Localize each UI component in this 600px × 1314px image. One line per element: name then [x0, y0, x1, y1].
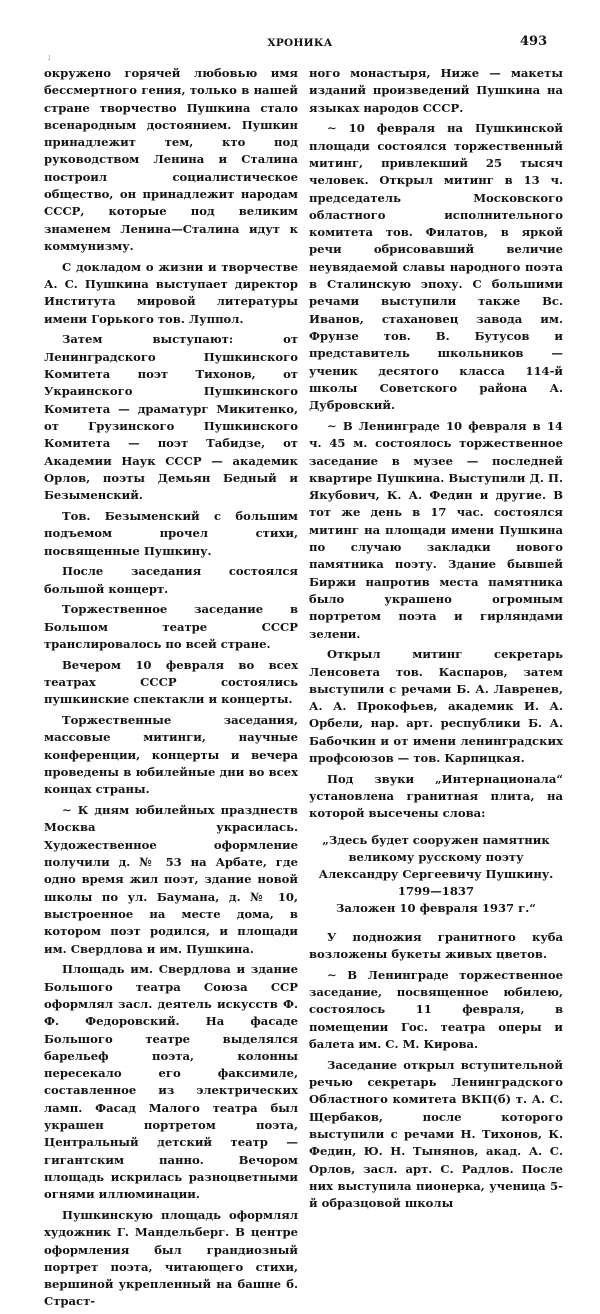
left-column — [44, 65, 298, 1314]
inscription-line: 1799—1837 — [397, 883, 475, 898]
paragraph: Торжественное заседание в Большом театре СССР транслировалось по всей стране. — [44, 602, 298, 651]
inscription-line: Александру Сергеевичу Пушкину. — [318, 866, 554, 881]
page-number: 493 — [520, 34, 548, 49]
paragraph: Вечером 10 февраля во всех театрах СССР состоялись пушкинские спектакли и концерты. — [44, 657, 298, 707]
right-column — [309, 65, 563, 1216]
paragraph: Торжественные заседания, массовые митинги, научные конференции, концерты и вечера проведены в юбилейные дни во всех концах страны. — [44, 713, 298, 797]
paragraph: ∼ 10 февраля на Пушкинской площади состоялся торжественный митинг, привлекший 25 тысяч человек. Открыл митинг в 13 ч. председатель Московского областного исполнительного комитета тов. Филатов, в яркой речи обрисовавший величие неувядаемой славы народного поэта в Сталинскую эпоху. С большими речами выступили также Вс. Иванов, стахановец завода им. Фрунзе тов. В. Бутусов и представитель школьников — ученик десятого класса 114-й школы Советского района А. Дубровский. — [309, 121, 563, 413]
paragraph: С докладом о жизни и творчестве А. С. Пушкина выступает директор Института мировой литературы имени Горького тов. Луппол. — [44, 259, 298, 326]
paragraph: ∼ К дням юбилейных празднеств Москва украсилась. Художественное оформление получили д. № 53 на Арбате, где одно время жил поэт, здание новой школы по ул. Баумана, д. № 10, выстроенное на месте дома, в котором поэт родился, и площади им. Свердлова и им. Пушкина. — [44, 803, 298, 956]
paragraph: ∼ В Ленинграде торжественное заседание, посвященное юбилею, состоялось 11 февраля, в помещении Гос. театра оперы и балета им. С. М. Кирова. — [309, 967, 563, 1052]
margin-mark: ; — [48, 52, 51, 61]
paragraph: После заседания состоялся большой концерт. — [44, 564, 298, 596]
inscription-quote — [309, 832, 563, 917]
paragraph: Заседание открыл вступительной речью секретарь Ленинградского Областного комитета ВКП(б) т. А. С. Щербаков, после которого выступили с речами Н. Тихонов, К. Федин, Ю. Н. Тынянов, акад. А. С. Орлов, засл. арт. С. Радлов. После них выступила пионерка, ученица 5-й образцовой школы — [309, 1057, 563, 1211]
paragraph: ∼ В Ленинграде 10 февраля в 14 ч. 45 м. состоялось торжественное заседание в музее — последней квартире Пушкина. Выступили Д. П. Якубович, К. А. Федин и другие. В тот же день в 17 час. состоялся митинг на площади имени Пушкина по случаю закладки нового памятника поэту. Здание бывшей Биржи напротив места памятника было украшено огромным портретом поэта и гирляндами зелени. — [309, 418, 563, 641]
paragraph: У подножия гранитного куба возложены букеты живых цветов. — [309, 929, 563, 962]
paragraph: окружено горячей любовью имя бессмертного гения, только в нашей стране творчество Пушкина стало всенародным достоянием. Пушкин принадлежит тем, кто под руководством Ленина и Сталина построил социалистическое общество, он принадлежит народам СССР, которые под великим знаменем Ленина—Сталина идут к коммунизму. — [44, 66, 298, 253]
paragraph: Под звуки „Интернационала“ установлена гранитная плита, на которой высечены слова: — [309, 771, 563, 821]
inscription-line: „Здесь будет сооружен памятник — [322, 832, 550, 847]
inscription-line: Заложен 10 февраля 1937 г.“ — [336, 900, 536, 915]
paragraph: Тов. Безыменский с большим подъемом прочел стихи, посвященные Пушкину. — [44, 508, 298, 558]
running-title: ХРОНИКА — [267, 37, 333, 49]
paragraph: Открыл митинг секретарь Ленсовета тов. Каспаров, затем выступили с речами Б. А. Лавренев, А. А. Прокофьев, академик И. А. Орбели, нар. арт. республики Б. А. Бабочкин и от имени ленинградских профсоюзов — тов. Карпицкая. — [309, 647, 563, 766]
paragraph: Затем выступают: от Ленинградского Пушкинского Комитета поэт Тихонов, от Украинского Пушкинского Комитета — драматург Микитенко, от Грузинского Пушкинского Комитета — поэт Табидзе, от Академии Наук СССР — академик Орлов, поэты Демьян Бедный и Безыменский. — [44, 332, 298, 503]
paragraph: Пушкинскую площадь оформлял художник Г. Мандельберг. В центре оформления был грандиозный портрет поэта, читающего стихи, вершиной укрепленный на башне б. Страст- — [44, 1208, 298, 1309]
paragraph: ного монастыря, Ниже — макеты изданий произведений Пушкина на языках народов СССР. — [309, 66, 563, 115]
inscription-line: великому русскому поэту — [348, 849, 524, 864]
paragraph: Площадь им. Свердлова и здание Большого театра Союза ССР оформлял засл. деятель искусств Ф. Ф. Федоровский. На фасаде Большого театре выделялся барельеф поэта, колонны пересекало его факсимиле, составленное из электрических ламп. Фасад Малого театра был украшен портретом поэта, Центральный детский театр — гигантским панно. Вечором площадь искрилась разноцветными огнями иллюминации. — [44, 962, 298, 1202]
